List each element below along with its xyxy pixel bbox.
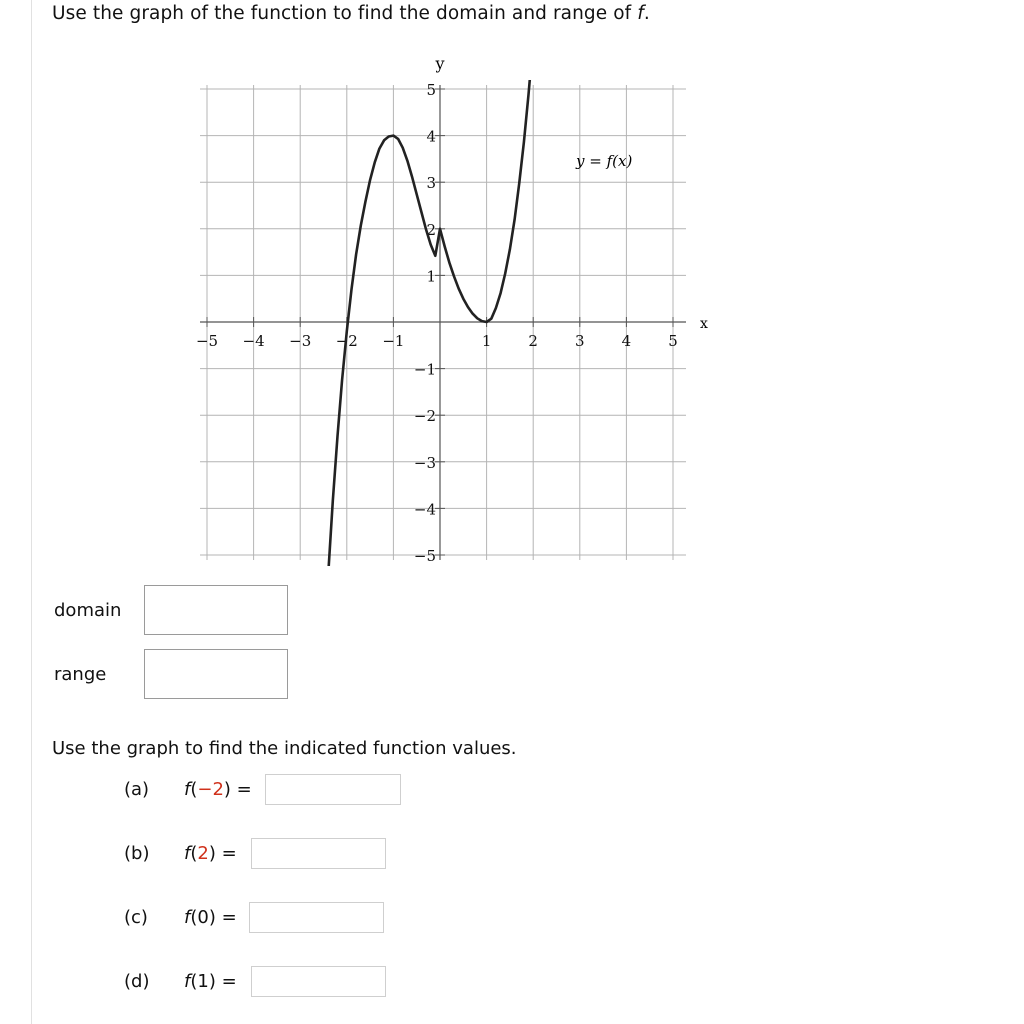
part-a-input[interactable] (265, 774, 401, 805)
range-label: range (54, 664, 107, 685)
x-axis-label: x (700, 316, 708, 332)
y-tick-label: −2 (413, 407, 436, 426)
y-tick-label: 4 (426, 127, 436, 146)
part-b-expression: f(2) = (184, 843, 237, 864)
part-a-label: (a) (124, 779, 150, 800)
values-prompt: Use the graph to find the indicated function values. (52, 738, 517, 759)
x-tick-label: 3 (575, 332, 585, 350)
x-tick-label: −2 (335, 332, 358, 350)
part-d-label: (d) (124, 971, 150, 992)
part-c-label: (c) (124, 907, 148, 928)
part-b-label: (b) (124, 843, 150, 864)
part-b-input[interactable] (251, 838, 386, 869)
x-tick-label: 4 (621, 332, 632, 350)
curve-label: y = f(x) (576, 152, 633, 170)
y-tick-label: −3 (413, 453, 436, 472)
x-tick-label: −5 (195, 332, 219, 350)
domain-input[interactable] (144, 585, 288, 635)
x-tick-label: 2 (528, 332, 538, 350)
y-tick-label: 5 (426, 81, 436, 99)
part-d-input[interactable] (251, 966, 386, 997)
y-tick-label: 3 (426, 174, 436, 193)
part-a-expression: f(−2) = (184, 779, 252, 800)
question-prompt: Use the graph of the function to find the domain and range of f. (52, 3, 650, 24)
y-tick-label: −4 (413, 500, 436, 519)
range-input[interactable] (144, 649, 288, 699)
y-tick-label: −1 (413, 360, 436, 379)
x-tick-label: −4 (242, 332, 265, 350)
part-c-expression: f(0) = (184, 907, 237, 928)
y-tick-label: 2 (426, 220, 436, 239)
x-tick-label: 5 (668, 332, 678, 350)
x-tick-label: −1 (382, 332, 405, 350)
y-axis-label: y (435, 54, 445, 73)
x-tick-label: 1 (481, 332, 492, 350)
part-c-input[interactable] (249, 902, 384, 933)
y-tick-label: −5 (413, 547, 436, 565)
part-d-expression: f(1) = (184, 971, 237, 992)
x-tick-label: −3 (289, 332, 312, 350)
domain-label: domain (54, 600, 122, 621)
y-tick-label: 1 (426, 267, 436, 286)
